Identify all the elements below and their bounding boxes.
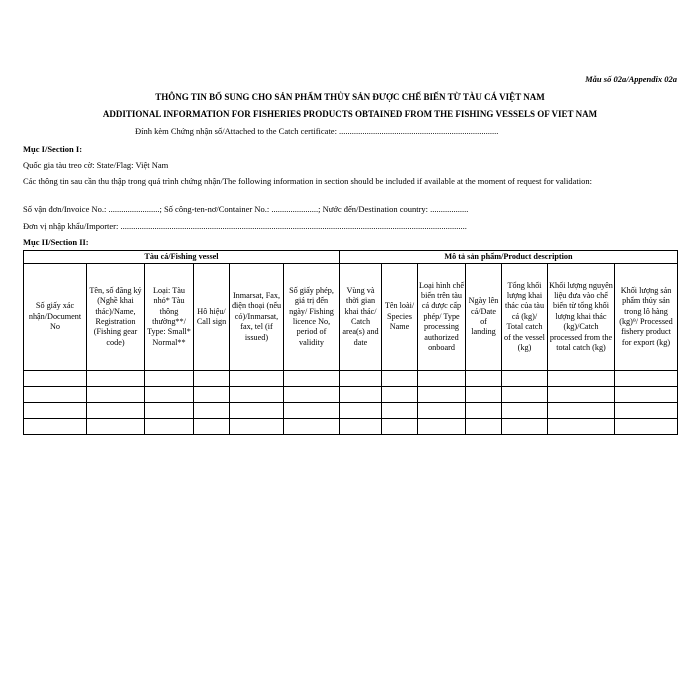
title-vietnamese: THÔNG TIN BỔ SUNG CHO SẢN PHẨM THỦY SẢN ĐƯỢC CHẾ BIẾN TỪ TÀU CÁ VIỆT NAM	[155, 92, 545, 102]
table-cell	[615, 403, 678, 419]
col-inmarsat-fax-tel: Inmarsat, Fax, điện thoại (nếu có)/Inmarsat, fax, tel (if issued)	[230, 264, 284, 371]
table-row	[24, 403, 678, 419]
col-total-catch: Tổng khối lượng khai thác của tàu cá (kg)/ Total catch of the vessel (kg)	[502, 264, 548, 371]
table-cell	[502, 387, 548, 403]
attached-certificate-line: Đính kèm Chứng nhận số/Attached to the Catch certificate: ...........................................................................	[135, 126, 499, 136]
table-cell	[418, 403, 466, 419]
table-cell	[24, 403, 87, 419]
column-header-row	[24, 264, 678, 371]
table-cell	[382, 403, 418, 419]
table-cell	[340, 403, 382, 419]
table-cell	[230, 387, 284, 403]
col-landing-date: Ngày lên cá/Date of landing	[466, 264, 502, 371]
table-cell	[230, 403, 284, 419]
col-vessel-type: Loại: Tàu nhỏ* Tàu thông thường**/ Type: Small* Normal**	[145, 264, 194, 371]
table-cell	[340, 371, 382, 387]
col-species-name: Tên loài/ Species Name	[382, 264, 418, 371]
col-catch-processed: Khối lượng nguyên liệu đưa vào chế biến từ tổng khối lượng khai thác (kg)/Catch processed from the total catch (kg)	[548, 264, 615, 371]
invoice-line: Số vận đơn/Invoice No.: ........................; Số công-ten-nơ/Container No.: ......................; Nước đến/Destination country: ..................	[23, 204, 469, 214]
table-cell	[284, 387, 340, 403]
table-cell	[466, 387, 502, 403]
col-processing-type: Loại hình chế biến trên tàu cá được cấp phép/ Type processing authorized onboard	[418, 264, 466, 371]
table-cell	[340, 387, 382, 403]
table-cell	[615, 419, 678, 435]
table-cell	[24, 419, 87, 435]
table-cell	[194, 371, 230, 387]
table-cell	[87, 371, 145, 387]
table-cell	[145, 419, 194, 435]
importer-line: Đơn vị nhập khẩu/Importer: ...................................................................................................................................................................	[23, 221, 467, 231]
table-cell	[615, 387, 678, 403]
col-call-sign: Hô hiệu/ Call sign	[194, 264, 230, 371]
group-header-row	[24, 251, 678, 264]
col-vessel-name-registration: Tên, số đăng ký (Nghề khai thác)/Name, Registration (Fishing gear code)	[87, 264, 145, 371]
table-cell	[418, 371, 466, 387]
table-cell	[87, 387, 145, 403]
col-fishing-licence: Số giấy phép, giá trị đến ngày/ Fishing licence No, period of validity	[284, 264, 340, 371]
table-cell	[194, 419, 230, 435]
table-row	[24, 419, 678, 435]
table-cell	[548, 387, 615, 403]
table-cell	[230, 371, 284, 387]
section2-heading: Mục II/Section II:	[23, 237, 89, 247]
table-cell	[466, 419, 502, 435]
table-cell	[230, 419, 284, 435]
section1-heading: Mục I/Section I:	[23, 144, 83, 154]
table-body	[24, 371, 678, 435]
table-cell	[87, 419, 145, 435]
table-cell	[548, 371, 615, 387]
flag-line: Quốc gia tàu treo cờ: State/Flag: Việt Nam	[23, 160, 169, 170]
table-cell	[548, 403, 615, 419]
table-cell	[615, 371, 678, 387]
col-export-product: Khối lượng sản phẩm thủy sản trong lô hàng (kg)⁹/ Processed fishery product for export (kg)	[615, 264, 678, 371]
group-fishing-vessel: Tàu cá/Fishing vessel	[24, 251, 340, 264]
table-cell	[382, 387, 418, 403]
group-product-description: Mô tả sản phẩm/Product description	[340, 251, 678, 264]
table-cell	[284, 403, 340, 419]
table-cell	[466, 403, 502, 419]
table-cell	[145, 403, 194, 419]
info-line: Các thông tin sau cần thu thập trong quá trình chứng nhận/The following information in section should be included if available at the moment of request for validation:	[23, 176, 593, 186]
table-cell	[418, 419, 466, 435]
table-cell	[145, 371, 194, 387]
table-cell	[24, 371, 87, 387]
table-cell	[502, 403, 548, 419]
table-cell	[466, 371, 502, 387]
table-cell	[548, 419, 615, 435]
title-english: ADDITIONAL INFORMATION FOR FISHERIES PRODUCTS OBTAINED FROM THE FISHING VESSELS OF VIET NAM	[102, 109, 598, 119]
table-row	[24, 371, 678, 387]
table-cell	[24, 387, 87, 403]
table-cell	[502, 371, 548, 387]
table-cell	[382, 419, 418, 435]
col-document-no: Số giấy xác nhận/Document No	[24, 264, 87, 371]
table-cell	[382, 371, 418, 387]
table-cell	[194, 403, 230, 419]
form-number: Mẫu số 02a/Appendix 02a	[585, 74, 677, 84]
table-cell	[418, 387, 466, 403]
col-catch-area-date: Vùng và thời gian khai thác/ Catch area(s) and date	[340, 264, 382, 371]
table-cell	[340, 419, 382, 435]
table-cell	[194, 387, 230, 403]
table-cell	[145, 387, 194, 403]
table-cell	[502, 419, 548, 435]
table-row	[24, 387, 678, 403]
vessel-product-table	[23, 250, 678, 435]
table-cell	[284, 419, 340, 435]
table-cell	[87, 403, 145, 419]
table-cell	[284, 371, 340, 387]
